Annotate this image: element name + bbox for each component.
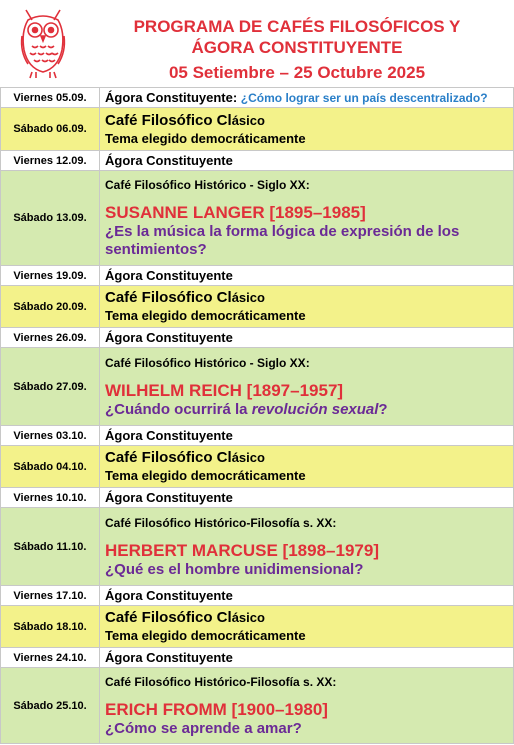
row-content	[100, 88, 514, 108]
row-content	[100, 668, 514, 744]
agora-title: Ágora Constituyente	[105, 588, 233, 603]
table-row	[1, 151, 514, 171]
row-date: Sábado 20.09.	[1, 286, 100, 328]
row-content	[100, 328, 514, 348]
table-row	[1, 648, 514, 668]
agora-title: Ágora Constituyente	[105, 153, 233, 168]
session-question: ¿Es la música la forma lógica de expresión de los sentimientos?	[105, 223, 460, 258]
clasico-title: Café Filosófico Clásico	[105, 111, 265, 129]
agora-title: Ágora Constituyente	[105, 268, 233, 283]
agora-title: Ágora Constituyente	[105, 330, 233, 345]
program-title-line1: PROGRAMA DE CAFÉS FILOSÓFICOS Y	[133, 17, 461, 36]
table-row	[1, 488, 514, 508]
row-date: Viernes 17.10.	[1, 586, 100, 606]
row-content	[100, 606, 514, 648]
row-date: Sábado 27.09.	[1, 348, 100, 426]
row-date: Viernes 24.10.	[1, 648, 100, 668]
row-date: Sábado 06.09.	[1, 108, 100, 151]
historico-label: Café Filosófico Histórico-Filosofía s. XX:	[105, 674, 337, 689]
row-date: Viernes 12.09.	[1, 151, 100, 171]
row-date: Sábado 18.10.	[1, 606, 100, 648]
clasico-subtitle: Tema elegido democráticamente	[105, 130, 306, 146]
program-date-range: 05 Setiembre – 25 Octubre 2025	[168, 63, 426, 82]
session-question: ¿Cómo se aprende a amar?	[105, 719, 302, 737]
table-row	[1, 328, 514, 348]
table-row	[1, 446, 514, 488]
philosopher-name: ERICH FROMM [1900–1980]	[105, 699, 328, 719]
historico-label: Café Filosófico Histórico - Siglo XX:	[105, 355, 310, 370]
clasico-title: Café Filosófico Clásico	[105, 449, 265, 466]
row-content	[100, 108, 514, 151]
row-content	[100, 266, 514, 286]
table-row	[1, 266, 514, 286]
agora-question: ¿Cómo lograr ser un país descentralizado?	[240, 91, 488, 105]
row-content	[100, 508, 514, 586]
row-date: Viernes 19.09.	[1, 266, 100, 286]
row-content	[100, 348, 514, 426]
session-question: ¿Cuándo ocurrirá la revolución sexual?	[105, 400, 388, 418]
session-question: ¿Qué es el hombre unidimensional?	[105, 560, 364, 578]
table-row	[1, 171, 514, 266]
row-date: Viernes 03.10.	[1, 426, 100, 446]
historico-label: Café Filosófico Histórico - Siglo XX:	[105, 178, 310, 192]
program-title-line2: ÁGORA CONSTITUYENTE	[191, 38, 403, 57]
row-date: Sábado 13.09.	[1, 171, 100, 266]
program-table	[0, 87, 514, 744]
table-row	[1, 586, 514, 606]
row-content	[100, 286, 514, 328]
row-content	[100, 488, 514, 508]
row-date: Viernes 10.10.	[1, 488, 100, 508]
table-row	[1, 606, 514, 648]
historico-label: Café Filosófico Histórico-Filosofía s. XX:	[105, 515, 337, 530]
clasico-title: Café Filosófico Clásico	[105, 289, 265, 306]
clasico-title: Café Filosófico Clásico	[105, 609, 265, 626]
row-content	[100, 426, 514, 446]
philosopher-name: SUSANNE LANGER [1895–1985]	[105, 203, 366, 222]
agora-title: Ágora Constituyente	[105, 428, 233, 443]
agora-title: Ágora Constituyente	[105, 650, 233, 665]
row-date: Sábado 04.10.	[1, 446, 100, 488]
agora-title: Ágora Constituyente	[105, 490, 233, 505]
row-content	[100, 648, 514, 668]
row-date: Viernes 05.09.	[1, 88, 100, 108]
row-date: Viernes 26.09.	[1, 328, 100, 348]
owl-logo-icon	[18, 6, 68, 80]
row-content	[100, 151, 514, 171]
program-header	[0, 0, 514, 88]
table-row	[1, 426, 514, 446]
table-row	[1, 508, 514, 586]
row-content	[100, 171, 514, 266]
clasico-subtitle: Tema elegido democráticamente	[105, 468, 306, 483]
table-row	[1, 348, 514, 426]
table-row	[1, 286, 514, 328]
row-content	[100, 586, 514, 606]
clasico-subtitle: Tema elegido democráticamente	[105, 628, 306, 643]
table-row	[1, 88, 514, 108]
row-date: Sábado 25.10.	[1, 668, 100, 744]
philosopher-name: WILHELM REICH [1897–1957]	[105, 380, 344, 400]
philosopher-name: HERBERT MARCUSE [1898–1979]	[105, 540, 379, 560]
agora-title: Ágora Constituyente:	[105, 90, 238, 105]
table-row	[1, 668, 514, 744]
clasico-subtitle: Tema elegido democráticamente	[105, 308, 306, 323]
table-row	[1, 108, 514, 151]
row-content	[100, 446, 514, 488]
row-date: Sábado 11.10.	[1, 508, 100, 586]
